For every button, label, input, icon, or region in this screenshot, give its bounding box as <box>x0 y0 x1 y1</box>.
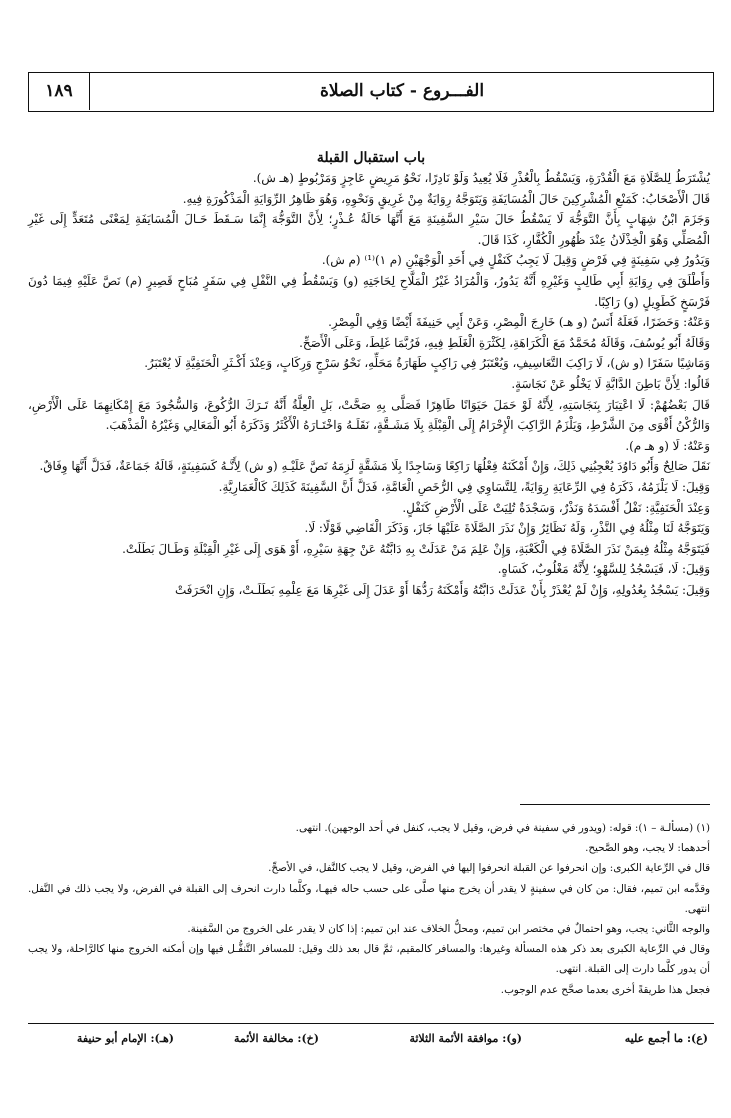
footnote-line: فجعل هذا طريقةً أخرى بعدما صحَّح عدم الوجوب. <box>500 983 710 996</box>
legend-agreement: (و): موافقة الأئمة الثلاثة <box>409 1032 522 1045</box>
footer-separator <box>28 1023 714 1024</box>
book-page <box>28 58 714 1098</box>
footnotes <box>28 818 710 1000</box>
main-text <box>28 168 710 600</box>
body-paragraph: وَيَدُورُ فِي سَفِينَةٍ فِي فَرْضٍ وَقِيلَ لَا يَجِبُ كَنَفْلٍ فِي أَحَدِ الْوَجْهَيْنِ (م ١)⁽¹⁾ (م ش). <box>321 253 710 268</box>
footnote-line: قال في الرِّعاية الكبرى: وإن انحرفوا عن القبلة انحرفوا إليها في الفرض، وقيل لا يجب كالنَّفل، في الأصحِّ. <box>268 862 710 875</box>
body-paragraph: وَقِيلَ: لَا يَلْزَمُهُ، ذَكَرَهُ فِي الرِّعَايَةِ رِوَايَةً، لِلتَّسَاوِي فِي الرُّخَصِ الْعَامَّةِ، فَدَلَّ أَنَّ السَّفِينَةَ كَذَلِكَ كَالْعَمَارِيَّةِ. <box>218 479 710 494</box>
legend-consensus: (ع): ما أجمع عليه <box>624 1032 708 1045</box>
body-paragraph: قَالُوا: لِأَنَّ بَاطِنَ الدَّابَّةِ لَا يَخْلُو عَنْ نَجَاسَةٍ. <box>511 376 710 391</box>
running-title: الفـــروع - كتاب الصلاة <box>319 81 485 101</box>
page-header <box>28 72 714 112</box>
body-paragraph: وَجَزَمَ ابْنُ شِهَابٍ بِأَنَّ التَّوَجُّهَ لَا يَسْقُطُ حَالَ سَيْرِ السَّفِينَةِ مَعَ أَنَّهَا حَالَةُ عُـذْرٍ؛ لِأَنَّ التَّوَجُّهَ إِنَّمَا سَـقَطَ حَـالَ الْمُسَايَفَةِ لِمَعْنًى مُتَعَدٍّ إِلَى غَيْرِ الْمُصَلِّي وَهُوَ الْخِذْلَانُ عِنْدَ ظُهُورِ الْكُفَّارِ، كَذَا قَالَ. <box>28 212 710 247</box>
body-paragraph: وَعَنْهُ: وَحَضَرًا، فَعَلَهُ أَنَسٌ (و هـ) خَارِجَ الْمِصْرِ، وَعَنْ أَبِي حَنِيفَةَ أَيْضًا وَفِي الْمِصْرِ. <box>328 315 710 330</box>
chapter-heading: باب استقبال القبلة <box>316 150 426 166</box>
footnote-separator <box>520 804 710 805</box>
body-paragraph: قَالَ الْأَصْحَابُ: كَمَنْعِ الْمُشْرِكِينَ حَالَ الْمُسَايَفَةِ وَيَتَوَجَّهُ رِوَايَةٌ مِنْ غَرِيقٍ وَنَحْوِهِ، وَهُوَ ظَاهِرُ الرِّوَايَةِ الْمَذْكُورَةِ فِيهِ. <box>182 191 710 206</box>
footnote-line: أحدهما: لا يجب، وهو الصَّحيح. <box>585 842 710 855</box>
body-paragraph: يُشْتَرَطُ لِلصَّلَاةِ مَعَ الْقُدْرَةِ، وَيَسْقُطُ بِالْعُذْرِ فَلَا يُعِيدُ وَلَوْ نَادِرًا، نَحْوُ مَرِيضٍ عَاجِزٍ وَمَرْبُوطٍ (هـ ش). <box>252 171 710 185</box>
page-number: ١٨٩ <box>29 73 90 110</box>
legend-disagreement: (خ): مخالفة الأئمة <box>233 1032 319 1045</box>
abbreviation-legend <box>28 1032 714 1054</box>
body-paragraph: وَقِيلَ: لَا، فَيَسْجُدُ لِلسَّهْوِ؛ لِأَنَّهُ مَغْلُوبٌ، كَسَاهٍ. <box>497 562 710 577</box>
footnote-line: وقدَّمه ابن تميم، فقال: من كان في سفينةٍ لا يقدر أن يخرج منها صلَّى على حسب حاله فيهـا، وكلَّما دارت انحرف إلى القبلة في الفرض، ولا يجب ذلك في النَّفل. انتهى. <box>28 882 710 915</box>
body-paragraph: نَقَلَ صَالِحٌ وَأَبُو دَاوُدَ يُعْجِبُنِي ذَلِكَ، وَإِنْ أَمْكَنَهُ فِعْلُهَا رَاكِعًا وَسَاجِدًا بِلَا مَشَقَّةٍ لَزِمَهُ نَصَّ عَلَيْـهِ (و ش) لِأَنَّـهُ كَسَفِينَةٍ، قَالَهُ جَمَاعَةٌ، فَدَلَّ أَنَّهَا وِفَاقٌ. <box>39 459 710 474</box>
body-paragraph: وَعِنْدَ الْحَنَفِيَّةِ: نَفْلُ أَفْسَدَهُ وَنَذْرٌ، وَسَجْدَةٌ تُلِيَتْ عَلَى الْأَرْضِ كَنَفْلٍ. <box>402 500 710 515</box>
body-paragraph: وَقَالَهُ أَبُو يُوسُفَ، وَقَالَهُ مُحَمَّدٌ مَعَ الْكَرَاهَةِ، لِكَثْرَةِ الْغَلَطِ فِيهِ، فَرُبَّمَا غَلِطَ، وَعَلَى الْأَصَحِّ. <box>299 335 710 350</box>
body-paragraph: وَمَاشِيًا سَفَرًا (و ش)، لَا رَاكِبَ التَّعَاسِيفِ، وَيُعْتَبَرُ فِي رَاكِبٍ طَهَارَةُ مَحَلِّهِ، نَحْوُ سَرْجٍ وَرِكَابٍ، وَعِنْدَ أَكْـثَرِ الْحَنَفِيَّةِ لَا يُعْتَبَرُ. <box>144 356 710 371</box>
body-paragraph: وَأَطْلَقَ فِي رِوَايَةِ أَبِي طَالِبٍ وَغَيْرِهِ أَنَّهُ يَدُورُ، وَالْمُرَادُ غَيْرُ الْمَلَّاحِ لِحَاجَتِهِ (و) وَيَسْقُطُ فِي النَّفْلِ فِي سَفَرٍ مُبَاحٍ قَصِيرٍ (م) نَصَّ عَلَيْهِ فِيمَا دُونَ فَرْسَخٍ كَطَوِيلٍ (و) رَاكِبًا. <box>28 273 710 309</box>
body-paragraph: فَيَتَوَجَّهُ مِثْلُهُ فِيمَنْ نَذَرَ الصَّلَاةَ فِي الْكَعْبَةِ، وَإِنْ عَلِمَ مَنْ عَدَلَتْ بِهِ دَابَّتُهُ عَنْ جِهَةِ سَيْرِهِ، أَوْ هَوَى إِلَى غَيْرِ الْقِبْلَةِ وَطَـالَ بَطَلَتْ. <box>122 541 710 556</box>
body-paragraph: وَعَنْهُ: لَا (و هـ م). <box>625 438 710 453</box>
body-paragraph: وَقِيلَ: يَسْجُدُ بِعُدُولِهِ، وَإِنْ لَمْ يُعْذَرْ بِأَنْ عَدَلَتْ دَابَّتُهُ وَأَمْكَنَهُ رَدُّهَا أَوْ عَدَلَ إِلَى غَيْرِهَا مَعَ عِلْمِهِ بَطَلَـتْ، وَإِنِ انْحَرَفَتْ <box>174 582 710 597</box>
legend-abu-hanifa: (هـ): الإمام أبو حنيفة <box>76 1032 174 1045</box>
footnote-line: وقال في الرِّعاية الكبرى بعد ذكر هذه المسألة وغيرها: والمسافر كالمقيم، ثمَّ قال بعد ذلك وقيل: للمسافر التَّنفُّـل فيها وإن أمكنه الخروج منها كالرَّاحلة، ولا يجب أن يدور كلَّما دارت إلى القبلة. انتهى. <box>28 943 711 976</box>
footnote-line: (١) (مسألـة – ١): قوله: (ويدور في سفينة في فرض، وقيل لا يجب، كنفل في أحد الوجهين). انتهى. <box>295 822 710 834</box>
footnote-line: والوجه الثَّاني: يجب، وهو احتمالٌ في مختصر ابن تميم، ومحلُّ الخلاف عند ابن تميم: إذا كان لا يقدر على الخروج من السَّفينة. <box>187 923 710 936</box>
body-paragraph: قَالَ بَعْضُهُمْ: لَا اعْتِبَارَ بِنَجَاسَتِهِ، لِأَنَّهُ لَوْ حَمَلَ حَيَوَانًا طَاهِرًا فَصَلَّى بِهِ صَحَّتْ، بَلِ الْعِلَّةُ أَنَّهُ تَـرَكَ الرُّكُوعَ، وَالسُّجُودَ مَعَ إِمْكَانِهِمَا عَلَى الْأَرْضِ، وَالرُّكْنُ أَقْوَى مِنَ الشَّرْطِ، وَيَلْزَمُ الرَّاكِبَ الْإِحْرَامُ إِلَى الْقِبْلَةِ بِلَا مَشَـقَّةٍ، نَقَلَـهُ وَاخْتَـارَهُ الْأَكْثَرُ وَذَكَرَهُ أَبُو الْمَعَالِي وَغَيْرُهُ الْمَذْهَبَ. <box>28 397 710 433</box>
body-paragraph: وَيَتَوَجَّهُ لَنَا مِثْلُهُ فِي النَّذْرِ، وَلَهُ نَظَائِرُ وَإِنْ نَذَرَ الصَّلَاةَ عَلَيْهَا جَازَ، وَذَكَرَ الْقَاضِي قَوْلًا: لَا. <box>304 521 710 536</box>
